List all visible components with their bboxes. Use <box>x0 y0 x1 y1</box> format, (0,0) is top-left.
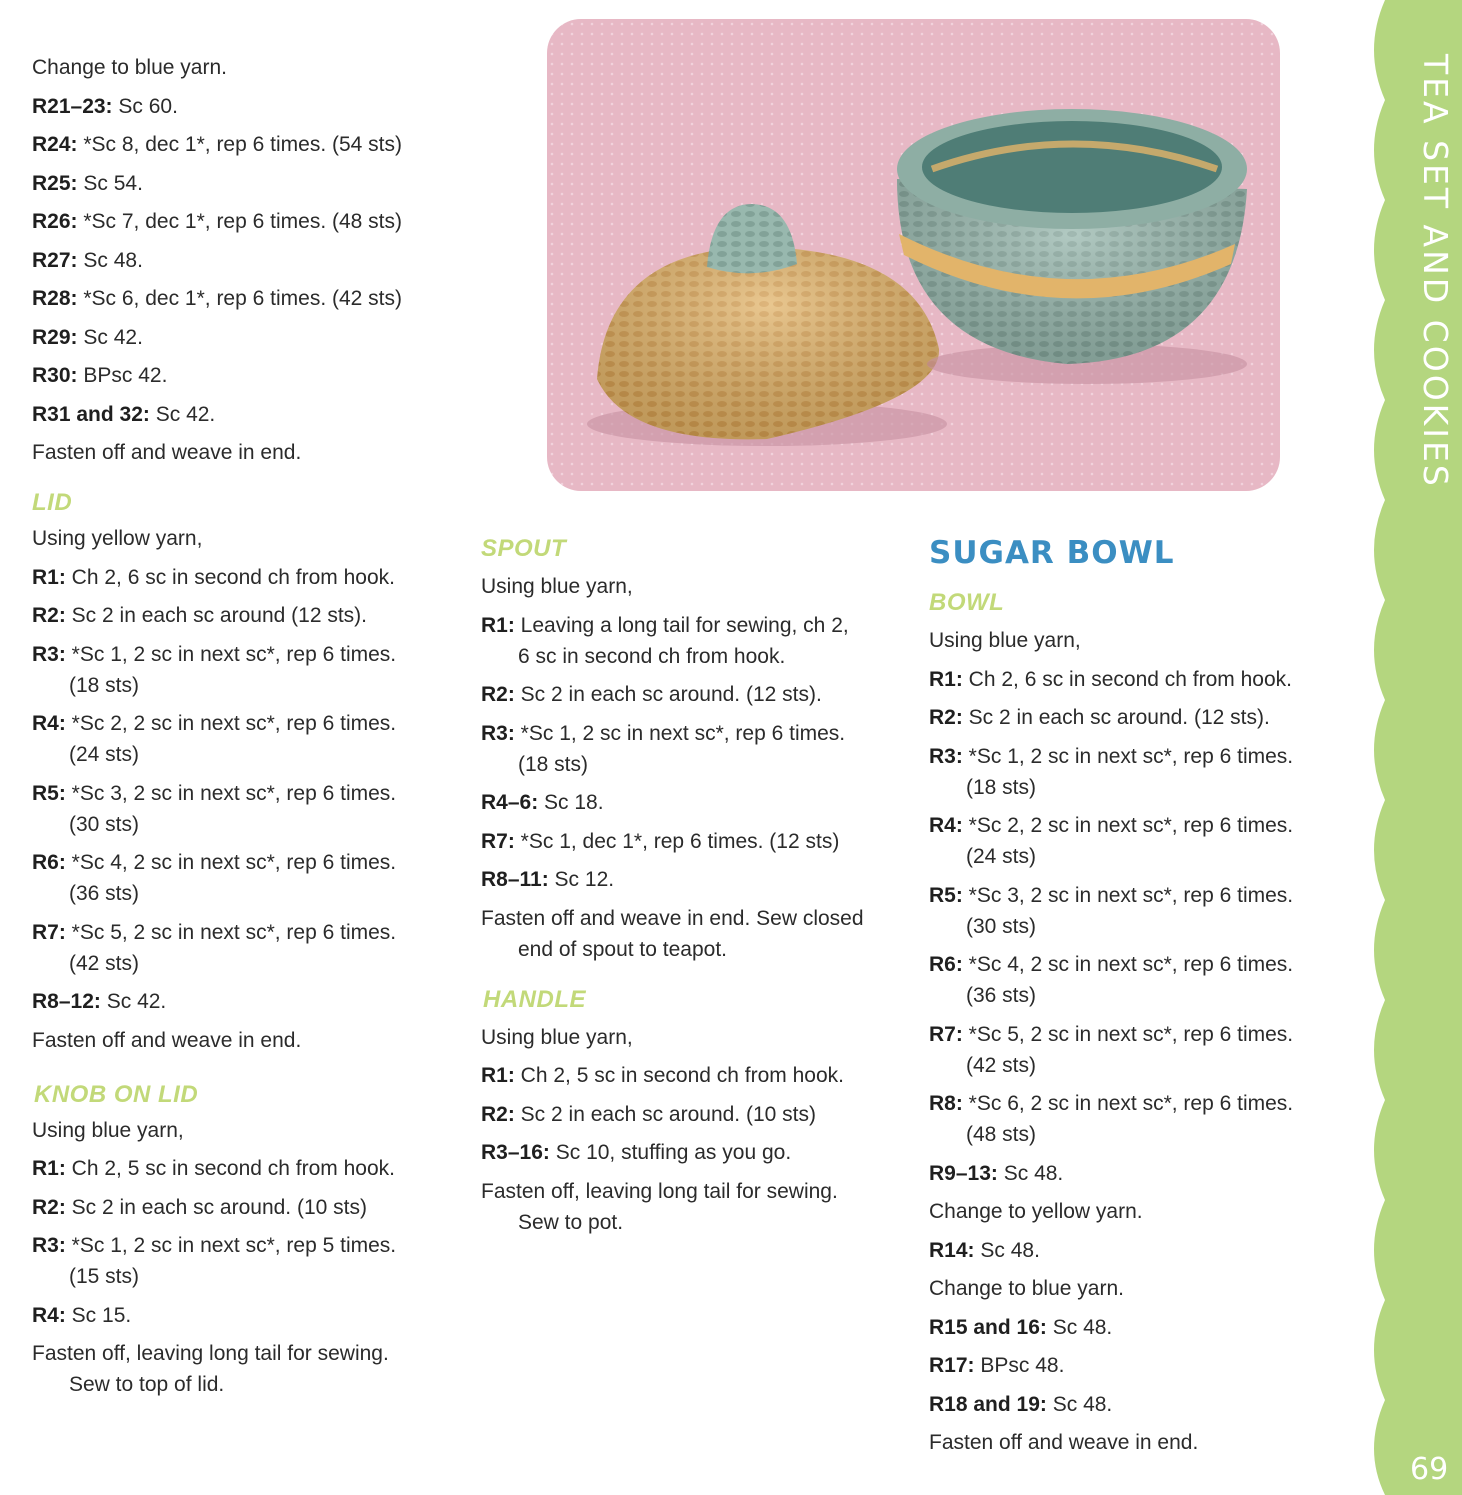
instruction-text: Fasten off and weave in end. <box>32 441 302 464</box>
left-column <box>32 56 452 1412</box>
instruction-text: *Sc 8, dec 1*, rep 6 times. (54 sts) <box>77 133 402 156</box>
instruction-continuation: (36 sts) <box>69 882 140 905</box>
instruction-line <box>32 287 452 311</box>
instruction-line <box>929 1162 1349 1186</box>
instruction-line <box>929 814 1349 869</box>
chapter-title: TEA SET AND COOKIES <box>1416 54 1455 489</box>
row-label: R2: <box>929 706 963 729</box>
instruction-text: *Sc 1, 2 sc in next sc*, rep 6 times. <box>962 744 1294 768</box>
instruction-text: Change to blue yarn. <box>929 1277 1124 1300</box>
instruction-continuation: Sew to top of lid. <box>69 1373 225 1396</box>
instruction-line <box>481 868 911 892</box>
instruction-text: *Sc 4, 2 sc in next sc*, rep 6 times. <box>962 953 1294 976</box>
instruction-line <box>481 907 911 962</box>
row-label: R3: <box>32 642 66 666</box>
instruction-continuation: (24 sts) <box>966 845 1037 868</box>
instruction-continuation: (30 sts) <box>69 812 140 836</box>
lid-instructions <box>32 527 452 1053</box>
row-label: R30: <box>32 364 78 387</box>
instruction-text: Sc 2 in each sc around. (10 sts) <box>65 1195 367 1219</box>
instruction-text: Ch 2, 6 sc in second ch from hook. <box>65 565 396 589</box>
handle-instructions <box>481 1026 911 1235</box>
instruction-line <box>32 1304 452 1328</box>
instruction-line <box>929 884 1349 939</box>
instruction-text: *Sc 5, 2 sc in next sc*, rep 6 times. <box>65 920 397 944</box>
instruction-continuation: (42 sts) <box>966 1053 1037 1077</box>
row-label: R24: <box>32 133 78 156</box>
instruction-line <box>32 403 452 427</box>
instruction-text: Sc 48. <box>974 1238 1040 1262</box>
instruction-text: Fasten off and weave in end. <box>929 1431 1199 1454</box>
instruction-text: Sc 48. <box>1046 1392 1113 1416</box>
instruction-text: *Sc 1, 2 sc in next sc*, rep 5 times. <box>65 1234 397 1257</box>
instruction-text: Using blue yarn, <box>929 629 1081 652</box>
instruction-line <box>32 210 452 234</box>
instruction-line <box>929 629 1349 653</box>
instruction-line <box>32 56 452 80</box>
instruction-text: Fasten off, leaving long tail for sewing. <box>32 1342 389 1365</box>
instruction-line <box>32 527 452 551</box>
instruction-text: Sc 12. <box>548 868 615 891</box>
instruction-text: *Sc 6, 2 sc in next sc*, rep 6 times. <box>962 1092 1294 1115</box>
instruction-line <box>929 1200 1349 1224</box>
row-label: R6: <box>929 953 963 976</box>
instruction-text: Sc 2 in each sc around. (10 sts) <box>514 1102 816 1126</box>
instruction-text: *Sc 1, dec 1*, rep 6 times. (12 sts) <box>514 829 840 853</box>
row-label: R7: <box>929 1022 963 1046</box>
instruction-text: Leaving a long tail for sewing, ch 2, <box>514 613 849 637</box>
sugar-bowl-title: SUGAR BOWL <box>929 535 1175 571</box>
instruction-line <box>32 604 452 628</box>
top-lines <box>32 56 452 465</box>
row-label: R15 and 16: <box>929 1315 1047 1339</box>
instruction-line <box>481 1141 911 1165</box>
instruction-continuation: end of spout to teapot. <box>518 937 727 961</box>
instruction-line <box>481 575 911 599</box>
instruction-line <box>929 1431 1349 1455</box>
instruction-line <box>32 326 452 350</box>
instruction-continuation: (36 sts) <box>966 984 1037 1007</box>
row-label: R25: <box>32 171 78 195</box>
instruction-line <box>481 722 911 777</box>
instruction-line <box>32 712 452 767</box>
instruction-text: Sc 2 in each sc around. (12 sts). <box>514 683 822 706</box>
instruction-line <box>32 1342 452 1397</box>
instruction-line <box>929 1239 1349 1263</box>
row-label: R1: <box>929 667 963 691</box>
instruction-line <box>929 1354 1349 1378</box>
right-column <box>929 535 1349 1470</box>
row-label: R14: <box>929 1238 975 1262</box>
instruction-text: Sc 54. <box>77 171 143 195</box>
instruction-text: Using blue yarn, <box>481 1025 633 1049</box>
row-label: R3: <box>32 1234 66 1257</box>
instruction-text: Fasten off and weave in end. <box>32 1028 302 1052</box>
instruction-text: *Sc 2, 2 sc in next sc*, rep 6 times. <box>65 712 397 735</box>
middle-column <box>481 535 911 1249</box>
instruction-line <box>32 566 452 590</box>
instruction-line <box>32 921 452 976</box>
row-label: R2: <box>481 1102 515 1126</box>
bowl-instructions <box>929 629 1349 1455</box>
instruction-text: Sc 42. <box>149 402 216 426</box>
row-label: R8–12: <box>32 990 101 1013</box>
instruction-text: Change to blue yarn. <box>32 56 227 79</box>
instruction-text: Sc 48. <box>77 248 143 272</box>
instruction-text: *Sc 6, dec 1*, rep 6 times. (42 sts) <box>77 287 402 310</box>
instruction-text: BPsc 48. <box>974 1354 1065 1377</box>
page-number: 69 <box>1410 1452 1449 1487</box>
row-label: R8–11: <box>481 868 549 891</box>
instruction-text: Sc 60. <box>112 94 178 118</box>
row-label: R21–23: <box>32 94 113 118</box>
lid-heading: LID <box>32 489 73 516</box>
instruction-text: *Sc 3, 2 sc in next sc*, rep 6 times. <box>65 781 397 805</box>
instruction-continuation: (30 sts) <box>966 914 1037 938</box>
instruction-line <box>32 1119 452 1143</box>
row-label: R31 and 32: <box>32 402 150 426</box>
instruction-continuation: Sew to pot. <box>518 1210 624 1234</box>
instruction-line <box>481 1026 911 1050</box>
instruction-continuation: (24 sts) <box>69 743 140 766</box>
instruction-line <box>929 953 1349 1008</box>
row-label: R1: <box>32 1157 66 1180</box>
instruction-line <box>481 1103 911 1127</box>
row-label: R4–6: <box>481 791 539 814</box>
instruction-line <box>481 830 911 854</box>
instruction-text: Sc 10, stuffing as you go. <box>549 1141 792 1164</box>
instruction-line <box>32 441 452 465</box>
crochet-lid-and-bowl-image <box>547 19 1280 491</box>
row-label: R1: <box>481 613 515 637</box>
row-label: R3–16: <box>481 1141 550 1164</box>
product-photo <box>547 19 1280 491</box>
row-label: R8: <box>929 1092 963 1115</box>
instruction-continuation: (48 sts) <box>966 1123 1037 1146</box>
instruction-text: Sc 18. <box>538 791 604 814</box>
row-label: R29: <box>32 325 78 349</box>
instruction-continuation: (42 sts) <box>69 951 140 975</box>
instruction-line <box>32 133 452 157</box>
instruction-continuation: (15 sts) <box>69 1265 140 1288</box>
row-label: R2: <box>481 683 515 706</box>
instruction-line <box>929 1092 1349 1147</box>
instruction-continuation: (18 sts) <box>518 752 589 776</box>
instruction-text: Using blue yarn, <box>481 575 633 598</box>
instruction-line <box>32 364 452 388</box>
instruction-text: Ch 2, 6 sc in second ch from hook. <box>962 667 1293 691</box>
spout-heading: SPOUT <box>481 535 567 562</box>
row-label: R2: <box>32 1195 66 1219</box>
instruction-text: BPsc 42. <box>77 364 168 387</box>
row-label: R4: <box>32 712 66 735</box>
instruction-line <box>32 172 452 196</box>
spout-instructions <box>481 575 911 962</box>
row-label: R18 and 19: <box>929 1392 1047 1416</box>
instruction-line <box>32 1029 452 1053</box>
instruction-line <box>32 1196 452 1220</box>
instruction-text: Sc 48. <box>997 1161 1064 1185</box>
instruction-text: Ch 2, 5 sc in second ch from hook. <box>514 1064 845 1087</box>
row-label: R2: <box>32 604 66 627</box>
instruction-line <box>32 643 452 698</box>
row-label: R1: <box>481 1064 515 1087</box>
instruction-text: Ch 2, 5 sc in second ch from hook. <box>65 1157 396 1180</box>
instruction-line <box>481 1064 911 1088</box>
instruction-text: Sc 48. <box>1046 1315 1113 1339</box>
instruction-continuation: (18 sts) <box>966 775 1037 799</box>
instruction-line <box>929 1023 1349 1078</box>
instruction-text: *Sc 7, dec 1*, rep 6 times. (48 sts) <box>77 210 402 233</box>
instruction-line <box>929 668 1349 692</box>
row-label: R5: <box>929 883 963 907</box>
instruction-text: *Sc 4, 2 sc in next sc*, rep 6 times. <box>65 851 397 874</box>
row-label: R3: <box>929 744 963 768</box>
instruction-line <box>481 614 911 669</box>
instruction-line <box>481 1180 911 1235</box>
row-label: R28: <box>32 287 78 310</box>
row-label: R9–13: <box>929 1161 998 1185</box>
row-label: R4: <box>929 814 963 837</box>
instruction-text: Sc 2 in each sc around (12 sts). <box>65 604 367 627</box>
instruction-line <box>32 1234 452 1289</box>
instruction-text: *Sc 1, 2 sc in next sc*, rep 6 times. <box>65 642 397 666</box>
row-label: R4: <box>32 1303 66 1327</box>
instruction-line <box>32 1157 452 1181</box>
instruction-line <box>929 1277 1349 1301</box>
row-label: R7: <box>481 829 515 853</box>
row-label: R7: <box>32 920 66 944</box>
instruction-line <box>32 95 452 119</box>
instruction-text: Sc 2 in each sc around. (12 sts). <box>962 706 1270 729</box>
instruction-text: Sc 15. <box>65 1303 132 1327</box>
instruction-text: Change to yellow yarn. <box>929 1200 1143 1223</box>
instruction-text: *Sc 5, 2 sc in next sc*, rep 6 times. <box>962 1022 1294 1046</box>
row-label: R17: <box>929 1354 975 1377</box>
instruction-text: Using blue yarn, <box>32 1118 184 1142</box>
instruction-line <box>929 745 1349 800</box>
instruction-continuation: 6 sc in second ch from hook. <box>518 644 786 668</box>
row-label: R6: <box>32 851 66 874</box>
instruction-line <box>929 1393 1349 1417</box>
instruction-line <box>481 791 911 815</box>
row-label: R5: <box>32 781 66 805</box>
row-label: R27: <box>32 248 78 272</box>
row-label: R1: <box>32 565 66 589</box>
instruction-continuation: (18 sts) <box>69 673 140 697</box>
instruction-text: Fasten off and weave in end. Sew closed <box>481 906 864 930</box>
instruction-text: *Sc 3, 2 sc in next sc*, rep 6 times. <box>962 883 1294 907</box>
instruction-line <box>32 851 452 906</box>
instruction-line <box>929 706 1349 730</box>
instruction-line <box>32 990 452 1014</box>
row-label: R26: <box>32 210 78 233</box>
knob-on-lid-heading: KNOB ON LID <box>34 1080 199 1108</box>
instruction-text: Sc 42. <box>77 325 143 349</box>
instruction-text: Sc 42. <box>100 990 167 1013</box>
instruction-line <box>32 249 452 273</box>
instruction-line <box>481 683 911 707</box>
instruction-text: Using yellow yarn, <box>32 527 203 550</box>
instruction-text: *Sc 2, 2 sc in next sc*, rep 6 times. <box>962 814 1294 837</box>
handle-heading: HANDLE <box>483 985 586 1013</box>
instruction-line <box>929 1316 1349 1340</box>
row-label: R3: <box>481 721 515 745</box>
bowl-heading: BOWL <box>929 589 1005 616</box>
instruction-line <box>32 782 452 837</box>
knob-instructions <box>32 1119 452 1398</box>
instruction-text: Fasten off, leaving long tail for sewing. <box>481 1179 838 1203</box>
instruction-text: *Sc 1, 2 sc in next sc*, rep 6 times. <box>514 721 846 745</box>
